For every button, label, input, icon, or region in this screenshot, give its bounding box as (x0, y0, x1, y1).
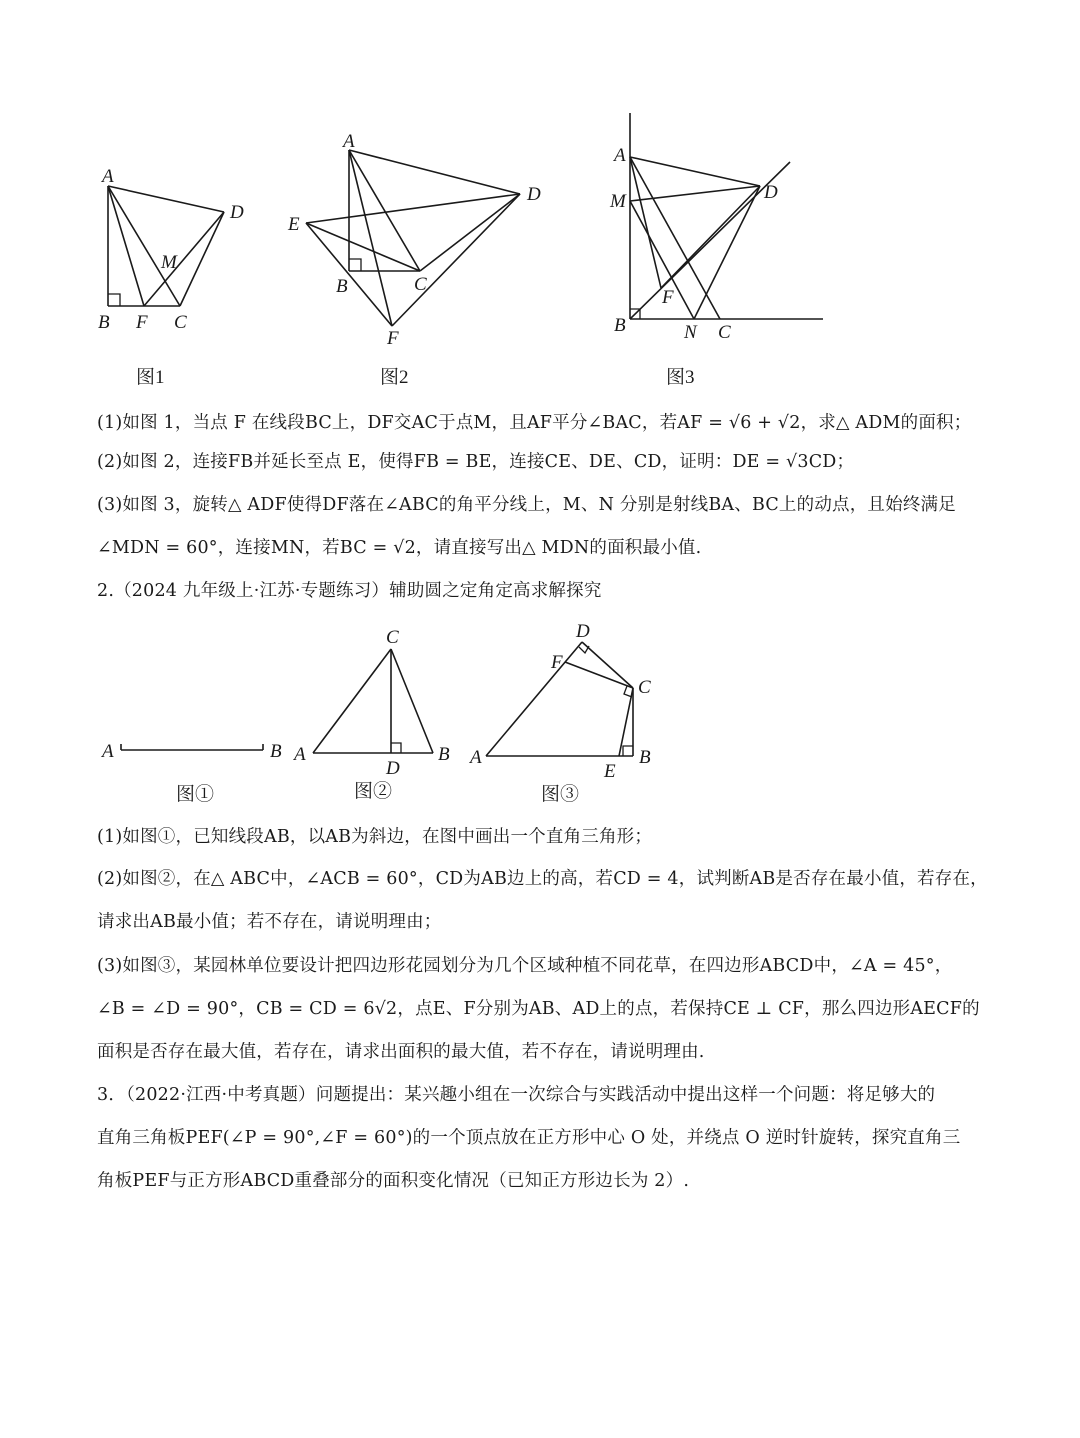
fig1-label-D: D (230, 202, 244, 223)
fig2-label-A: A (343, 131, 355, 152)
fig2-label-C: C (414, 274, 427, 295)
p2-fig1-label-B: B (270, 741, 282, 762)
fig2-label-F: F (387, 328, 399, 349)
figure-2-diagram (306, 150, 520, 326)
fig1-label-F: F (136, 312, 148, 333)
p2-fig3-label-F: F (551, 652, 563, 673)
fig2-label-B: B (336, 276, 348, 297)
p2-fig1-caption: 图① (176, 784, 215, 805)
problem2-question-3-line-3: 面积是否存在最大值，若存在，请求出面积的最大值，若不存在，请说明理由. (97, 1042, 705, 1062)
figure-3-diagram (630, 113, 823, 319)
p2-fig3-label-B: B (639, 747, 651, 768)
figure-p2-1-diagram (121, 744, 263, 750)
p2-fig3-label-C: C (638, 677, 651, 698)
figure-1-diagram (108, 186, 224, 306)
p2-fig2-caption: 图② (354, 781, 393, 802)
problem2-question-3-line-2: ∠B = ∠D = 90°，CB = CD = 6√2，点E、F分别为AB、AD上的点，若保持CE ⊥ CF，那么四边形AECF的 (97, 999, 980, 1019)
p2-fig2-label-D: D (386, 758, 400, 779)
p2-fig3-label-A: A (470, 747, 482, 768)
p2-fig3-caption: 图③ (541, 784, 580, 805)
figure-p2-2-diagram (313, 649, 433, 753)
fig2-label-E: E (288, 214, 300, 235)
fig3-label-A: A (614, 145, 626, 166)
problem1-question-2: (2)如图 2，连接FB并延长至点 E，使得FB = BE，连接CE、DE、CD，证明：DE = √3CD； (97, 452, 855, 472)
fig2-caption: 图2 (380, 367, 409, 388)
p2-fig1-label-A: A (102, 741, 114, 762)
problem2-question-1: (1)如图①，已知线段AB，以AB为斜边，在图中画出一个直角三角形； (97, 827, 653, 847)
problem2-question-2-line-1: (2)如图②，在△ ABC中，∠ACB = 60°，CD为AB边上的高，若CD = 4，试判断AB是否存在最小值，若存在， (97, 869, 988, 889)
problem2-header: 2.（2024 九年级上·江苏·专题练习）辅助圆之定角定高求解探究 (97, 581, 602, 601)
fig2-label-D: D (527, 184, 541, 205)
fig1-label-B: B (98, 312, 110, 333)
problem3-line-1: 3．（2022·江西·中考真题）问题提出：某兴趣小组在一次综合与实践活动中提出这样一个问题：将足够大的 (97, 1085, 936, 1105)
problem2-question-2-line-2: 请求出AB最小值；若不存在，请说明理由； (97, 912, 442, 932)
problem1-question-3-line-1: (3)如图 3，旋转△ ADF使得DF落在∠ABC的角平分线上，M、N 分别是射线BA、BC上的动点，且始终满足 (97, 495, 956, 515)
fig1-label-M: M (161, 252, 177, 273)
fig3-label-D: D (764, 182, 778, 203)
fig3-label-N: N (684, 322, 697, 343)
fig3-label-B: B (614, 315, 626, 336)
p2-fig2-label-A: A (294, 744, 306, 765)
problem1-question-1: (1)如图 1，当点 F 在线段BC上，DF交AC于点M，且AF平分∠BAC，若AF = √6 + √2，求△ ADM的面积； (97, 413, 972, 433)
fig3-label-C: C (718, 322, 731, 343)
fig1-caption: 图1 (136, 367, 165, 388)
problem2-question-3-line-1: (3)如图③，某园林单位要设计把四边形花园划分为几个区域种植不同花草，在四边形ABCD中，∠A = 45°， (97, 956, 953, 976)
fig3-caption: 图3 (666, 367, 695, 388)
fig3-label-F: F (662, 287, 674, 308)
problem1-question-3-line-2: ∠MDN = 60°，连接MN，若BC = √2，请直接写出△ MDN的面积最小值. (97, 538, 702, 558)
p2-fig2-label-C: C (386, 627, 399, 648)
problem3-line-2: 直角三角板PEF(∠P = 90°,∠F = 60°)的一个顶点放在正方形中心 O 处，并绕点 O 逆时针旋转，探究直角三 (97, 1128, 961, 1148)
fig1-label-A: A (102, 166, 114, 187)
fig3-label-M: M (610, 191, 626, 212)
fig1-label-C: C (174, 312, 187, 333)
p2-fig2-label-B: B (438, 744, 450, 765)
p2-fig3-label-E: E (604, 761, 616, 782)
p2-fig3-label-D: D (576, 621, 590, 642)
problem3-line-3: 角板PEF与正方形ABCD重叠部分的面积变化情况（已知正方形边长为 2）. (97, 1171, 690, 1191)
